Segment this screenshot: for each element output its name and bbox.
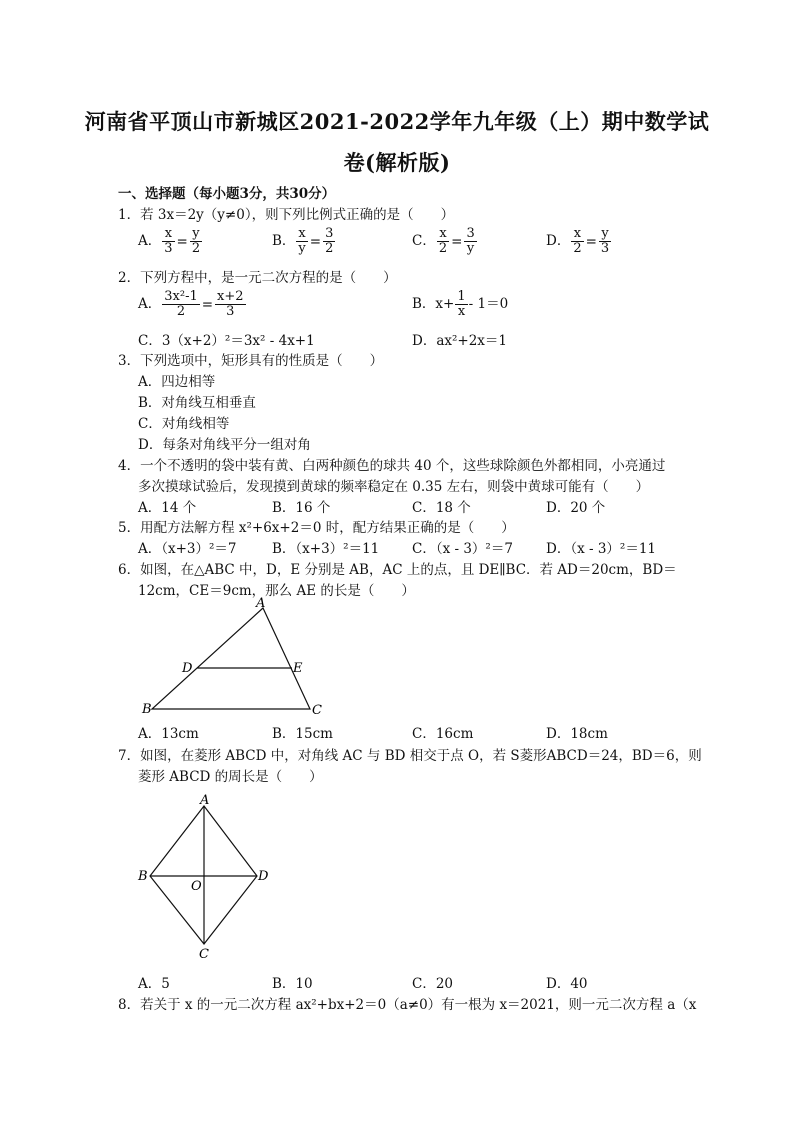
question-3-stem: 3．下列选项中，矩形具有的性质是（ ）: [118, 353, 384, 369]
q7-option-b: B．10: [272, 976, 313, 992]
fraction: [296, 227, 307, 256]
q5-option-a: A．（x+3）²＝7: [138, 541, 237, 557]
denominator: y: [298, 241, 306, 256]
q1-option-c: [412, 227, 478, 256]
expression-part: x+: [435, 296, 455, 312]
label-b: B: [142, 702, 152, 717]
q4-option-a: A．14 个: [138, 500, 197, 516]
question-7-line-2: 菱形 ABCD 的周长是（ ）: [138, 769, 323, 785]
option-label: C．: [412, 233, 436, 249]
q5-option-b: B．（x+3）²＝11: [272, 541, 380, 557]
q4-option-b: B．16 个: [272, 500, 331, 516]
numerator: y: [190, 227, 202, 242]
q3-option-d: D．每条对角线平分一组对角: [138, 437, 311, 453]
option-label: B．: [272, 233, 296, 249]
title-line-2: 卷(解析版): [343, 150, 451, 175]
equals-sign: =: [201, 296, 214, 313]
option-label: B．: [412, 296, 436, 312]
q2-option-b: [412, 290, 508, 319]
option-label: D．: [546, 233, 571, 249]
q1-option-b: [272, 227, 336, 256]
numerator: 1: [457, 289, 466, 304]
q5-option-c: C．（x - 3）²＝7: [412, 541, 513, 557]
denominator: y: [466, 241, 475, 256]
question-7-line-1: 7．如图，在菱形 ABCD 中，对角线 AC 与 BD 相交于点 O，若 S菱形ABCD＝24，BD＝6，则: [118, 748, 702, 764]
q1-option-d: [546, 227, 612, 256]
q2-option-d: D．ax²+2x＝1: [412, 333, 508, 349]
numerator: y: [599, 227, 611, 242]
label-e: E: [293, 661, 303, 676]
q2-option-a: [138, 290, 247, 319]
fraction: [323, 227, 335, 256]
q6-option-d: D．18cm: [546, 726, 608, 742]
fraction: [162, 290, 199, 319]
title-line-1: 河南省平顶山市新城区2021-2022学年九年级（上）期中数学试: [84, 109, 710, 134]
triangle-figure: [130, 596, 350, 720]
q3-option-c: C．对角线相等: [138, 416, 230, 432]
q6-option-c: C．16cm: [412, 726, 474, 742]
q7-option-c: C．20: [412, 976, 454, 992]
label-a: A: [256, 596, 266, 611]
fraction: [455, 290, 467, 319]
denominator: 2: [176, 304, 186, 319]
fraction: [437, 227, 449, 256]
label-a: A: [200, 793, 210, 808]
denominator: 2: [325, 241, 334, 256]
rhombus-figure: [130, 792, 280, 964]
label-d: D: [182, 661, 193, 676]
fraction: [571, 227, 583, 256]
q1-option-a: [138, 227, 203, 256]
fraction: [464, 227, 476, 256]
question-4-line-1: 4．一个不透明的袋中装有黄、白两种颜色的球共 40 个，这些球除颜色外都相同，小亮通过: [118, 458, 666, 474]
equals-sign: =: [451, 233, 463, 250]
numerator: 3: [325, 226, 334, 241]
label-o: O: [191, 879, 202, 894]
question-2-stem: 2．下列方程中，是一元二次方程的是（ ）: [118, 270, 397, 286]
numerator: x+2: [217, 289, 244, 304]
option-label: A．: [138, 233, 162, 249]
q2-option-c: C．3（x+2）²＝3x² - 4x+1: [138, 333, 315, 349]
numerator: x: [571, 227, 583, 242]
denominator: 3: [164, 241, 173, 256]
question-1-stem: 1．若 3x＝2y（y≠0），则下列比例式正确的是（ ）: [118, 207, 455, 223]
equals-sign: =: [309, 233, 322, 250]
question-4-line-2: 多次摸球试验后，发现摸到黄球的频率稳定在 0.35 左右，则袋中黄球可能有（ ）: [138, 479, 650, 495]
expression-part: - 1＝0: [468, 296, 509, 312]
denominator: 2: [438, 241, 448, 256]
equals-sign: =: [585, 233, 597, 250]
q4-option-c: C．18 个: [412, 500, 471, 516]
q6-option-b: B．15cm: [272, 726, 333, 742]
label-c: C: [312, 703, 322, 718]
numerator: x: [296, 227, 307, 242]
option-label: A．: [138, 296, 162, 312]
denominator: 3: [600, 241, 610, 256]
label-d: D: [258, 869, 269, 884]
fraction: [215, 290, 246, 319]
numerator: x: [437, 227, 449, 242]
question-6-line-2: 12cm，CE＝9cm，那么 AE 的长是（ ）: [138, 583, 415, 599]
question-8-line-1: 8．若关于 x 的一元二次方程 ax²+bx+2＝0（a≠0）有一根为 x＝2021，则一元二次方程 a（x: [118, 997, 697, 1013]
numerator: x: [162, 227, 174, 242]
q3-option-a: A．四边相等: [138, 374, 216, 390]
denominator: 2: [191, 241, 201, 256]
label-b: B: [138, 869, 148, 884]
numerator: 3x²-1: [164, 289, 198, 304]
label-c: C: [199, 947, 209, 962]
fraction: [190, 227, 202, 256]
denominator: 2: [573, 241, 582, 256]
section-heading: 一、选择题（每小题3分，共30分）: [118, 186, 336, 202]
denominator: 3: [226, 304, 235, 319]
numerator: 3: [466, 226, 475, 241]
q4-option-d: D．20 个: [546, 500, 606, 516]
q3-option-b: B．对角线互相垂直: [138, 395, 256, 411]
q7-option-d: D．40: [546, 976, 588, 992]
question-5-stem: 5．用配方法解方程 x²+6x+2＝0 时，配方结果正确的是（ ）: [118, 520, 515, 536]
question-6-line-1: 6．如图，在△ABC 中，D，E 分别是 AB，AC 上的点，且 DE∥BC．若 AD＝20cm，BD＝: [118, 562, 677, 578]
fraction: [162, 227, 174, 256]
q5-option-d: D．（x - 3）²＝11: [546, 541, 657, 557]
triangle-abc: [152, 608, 310, 709]
fraction: [599, 227, 611, 256]
q7-option-a: A．5: [138, 976, 170, 992]
q6-option-a: A．13cm: [138, 726, 199, 742]
denominator: x: [457, 304, 466, 319]
equals-sign: =: [176, 233, 188, 250]
